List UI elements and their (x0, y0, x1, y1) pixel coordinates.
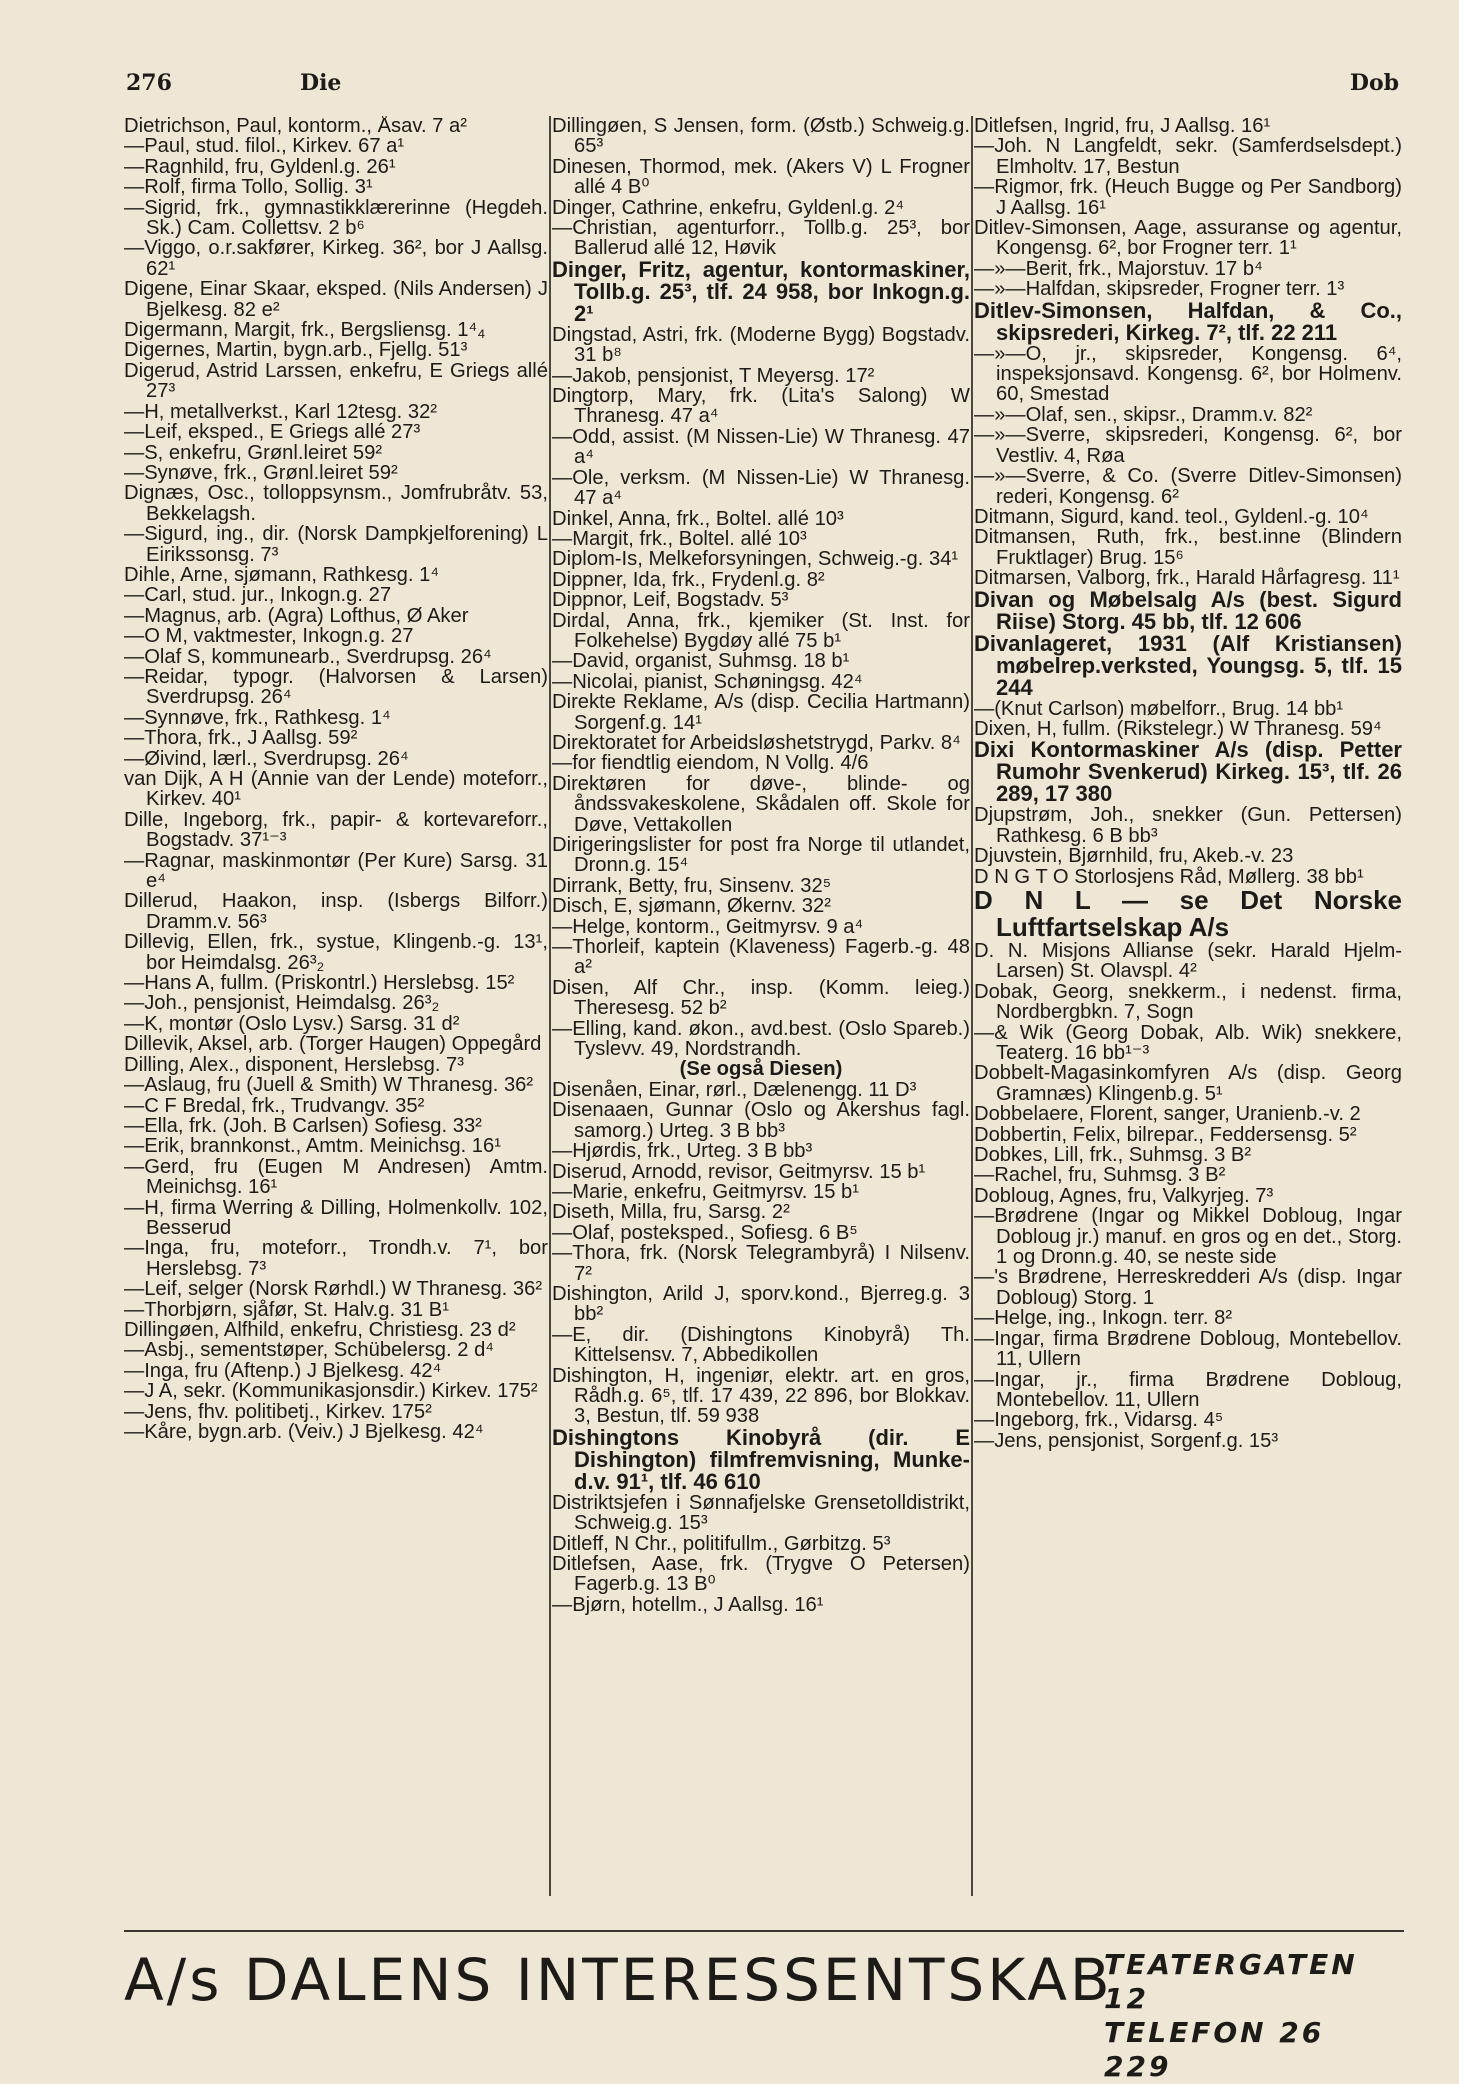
address-phone: TELEFON 26 229 (1104, 2016, 1325, 2083)
directory-entry: —O M, vaktmester, Inkogn.g. 27 (124, 625, 414, 648)
directory-entry: —E, dir. (Dishingtons Kinobyrå) Th. Kittelsensv. 7, Abbedikollen (552, 1323, 970, 1367)
directory-entry: Dihle, Arne, sjømann, Rathkesg. 1⁴ (124, 563, 439, 586)
column-2 (552, 116, 970, 1916)
directory-entry: —& Wik (Georg Dobak, Alb. Wik) snekkere, Teaterg. 16 bb¹⁻³ (974, 1021, 1402, 1064)
directory-entry: Ditlev-Simonsen, Aage, assuranse og agentur, Kongensg. 6², bor Frogner terr. 1¹ (974, 217, 1402, 260)
directory-entry: Digerud, Astrid Larssen, enkefru, E Griegs allé 27³ (124, 359, 548, 403)
directory-entry: (Se også Diesen) (679, 1058, 843, 1081)
directory-entry: Digene, Einar Skaar, eksped. (Nils Andersen) J Bjelkesg. 82 e² (124, 278, 548, 321)
directory-entry: Dingstad, Astri, frk. (Moderne Bygg) Bogstadv. 31 b⁸ (552, 323, 970, 367)
directory-entry: —Helge, ing., Inkogn. terr. 8² (974, 1307, 1233, 1330)
directory-entry: Dobbertin, Felix, bilrepar., Feddersensg. 5² (974, 1123, 1357, 1146)
directory-entry: —Aslaug, fru (Juell & Smith) W Thranesg. 36² (124, 1074, 534, 1097)
directory-entry: —Carl, stud. jur., Inkogn.g. 27 (124, 584, 392, 607)
directory-entry: Disen, Alf Chr., insp. (Komm. leieg.) Theresesg. 52 b² (552, 976, 970, 1020)
directory-entry: —Marie, enkefru, Geitmyrsv. 15 b¹ (552, 1180, 860, 1203)
directory-entry: Ditmarsen, Valborg, frk., Harald Hårfagresg. 11¹ (974, 567, 1400, 590)
directory-entry: —Thorbjørn, sjåfør, St. Halv.g. 31 B¹ (124, 1298, 449, 1321)
directory-entry: Dinger, Fritz, agentur, kontormaskiner, Tollb.g. 25³, tlf. 24 958, bor Inkogn.g. 2¹ (552, 256, 970, 326)
directory-entry: —Inga, fru (Aftenp.) J Bjelkesg. 42⁴ (124, 1359, 442, 1382)
advertiser-address (1104, 1948, 1404, 2084)
directory-entry: Dillingøen, S Jensen, form. (Østb.) Schweig.g. 65³ (552, 116, 970, 158)
directory-entry: —»—Berit, frk., Majorstuv. 17 b⁴ (974, 257, 1263, 280)
header-right-guide-word: Dob (1349, 70, 1399, 96)
directory-entry: Dillevik, Aksel, arb. (Torger Haugen) Oppegård (124, 1033, 542, 1056)
directory-entry: —Gerd, fru (Eugen M Andresen) Amtm. Meinichsg. 16¹ (124, 1155, 548, 1199)
directory-entry: —»—Sverre, skipsrederi, Kongensg. 6², bor Vestliv. 4, Røa (974, 424, 1402, 467)
directory-entry: —H, metallverkst., Karl 12tesg. 32² (124, 400, 438, 423)
directory-entry: —J A, sekr. (Kommunikasjonsdir.) Kirkev. 175² (124, 1380, 538, 1403)
directory-entry: —Joh., pensjonist, Heimdalsg. 26³₂ (124, 992, 440, 1015)
directory-entry: Dignæs, Osc., tolloppsynsm., Jomfrubråtv. 53, Bekkelagsh. (124, 482, 548, 525)
directory-entry: —»—Olaf, sen., skipsr., Dramm.v. 82² (974, 403, 1313, 426)
directory-entry: —»—Sverre, & Co. (Sverre Ditlev-Simonsen) rederi, Kongensg. 6² (974, 465, 1402, 508)
directory-entry: —Viggo, o.r.sakfører, Kirkeg. 36², bor J Aallsg. 62¹ (124, 237, 548, 280)
directory-entry: Ditmansen, Ruth, frk., best.inne (Blindern Fruktlager) Brug. 15⁶ (974, 526, 1402, 569)
directory-entry: Dixi Kontormaskiner A/s (disp. Petter Rumohr Svenkerud) Kirkeg. 15³, tlf. 26 289, 17 380 (974, 737, 1402, 807)
directory-entry: Ditlefsen, Ingrid, fru, J Aallsg. 16¹ (974, 116, 1271, 137)
directory-entry: Diseth, Milla, fru, Sarsg. 2² (552, 1201, 790, 1224)
directory-entry: Dillingøen, Alfhild, enkefru, Christiesg. 23 d² (124, 1318, 516, 1341)
directory-entry: Disch, E, sjømann, Økernv. 32² (552, 895, 831, 918)
directory-entry: —'s Brødrene, Herreskredderi A/s (disp. Ingar Dobloug) Storg. 1 (974, 1266, 1402, 1309)
directory-entry: Distriktsjefen i Sønnafjelske Grensetolldistrikt, Schweig.g. 15³ (552, 1491, 970, 1535)
directory-entry: —Olaf S, kommunearb., Sverdrupsg. 26⁴ (124, 645, 492, 668)
advertisement-footer (124, 1930, 1404, 2083)
directory-entry: —Jens, fhv. politibetj., Kirkev. 175² (124, 1400, 432, 1423)
directory-entry: Ditlev-Simonsen, Halfdan, & Co., skipsrederi, Kirkeg. 7², tlf. 22 211 (974, 297, 1402, 345)
directory-entry: Dobbelt-Magasinkomfyren A/s (disp. Georg Gramnæs) Klingenb.g. 5¹ (974, 1062, 1402, 1105)
directory-entry: —Sigurd, ing., dir. (Norsk Dampkjelforening) L Eirikssonsg. 7³ (124, 523, 548, 566)
directory-entry: —Rigmor, frk. (Heuch Bugge og Per Sandborg) J Aallsg. 16¹ (974, 176, 1402, 219)
directory-entry: Dobak, Georg, snekkerm., i nedenst. firma, Nordbergbkn. 7, Sogn (974, 980, 1402, 1024)
directory-entry: —Ragnhild, fru, Gyldenl.g. 26¹ (124, 155, 396, 178)
directory-entry: Dishingtons Kinobyrå (dir. E Dishington) filmfremvisning, Munke-d.v. 91¹, tlf. 46 610 (552, 1424, 970, 1494)
directory-entry: —Asbj., sementstøper, Schübelersg. 2 d⁴ (124, 1339, 494, 1362)
directory-entry: —Nicolai, pianist, Schøningsg. 42⁴ (552, 670, 863, 693)
directory-entry: Disenåen, Einar, rørl., Dælenengg. 11 D³ (552, 1078, 917, 1101)
directory-entry: —H, firma Werring & Dilling, Holmenkollv. 102, Besserud (124, 1196, 548, 1239)
directory-entry: —Ingeborg, frk., Vidarsg. 4⁵ (974, 1409, 1224, 1432)
directory-entry: D N L — se Det Norske Luftfartselskap A/s (974, 884, 1402, 942)
directory-entry: —Ella, frk. (Joh. B Carlsen) Sofiesg. 33² (124, 1114, 482, 1137)
directory-entry: Direktøren for døve-, blinde- og åndssvakeskolene, Skådalen off. Skole for Døve, Vettakollen (552, 772, 970, 836)
directory-entry: Divan og Møbelsalg A/s (best. Sigurd Riise) Storg. 45 bb, tlf. 12 606 (974, 586, 1402, 634)
directory-entry: Dippner, Ida, frk., Frydenl.g. 8² (552, 568, 825, 591)
directory-entry: —for fiendtlig eiendom, N Vollg. 4/6 (552, 752, 869, 775)
directory-entry: —Ole, verksm. (M Nissen-Lie) W Thranesg. 47 a⁴ (552, 466, 970, 510)
page-number: 276 (126, 70, 172, 96)
directory-entry: —Hans A, fullm. (Priskontrl.) Herslebsg. 15² (124, 972, 515, 995)
directory-entry: —Christian, agenturforr., Tollb.g. 25³, bor Ballerud allé 12, Høvik (552, 217, 970, 260)
directory-entry: Dobkes, Lill, frk., Suhmsg. 3 B² (974, 1144, 1252, 1167)
directory-entry: —»—Halfdan, skipsreder, Frogner terr. 1³ (974, 278, 1345, 301)
directory-entry: D. N. Misjons Allianse (sekr. Harald Hjelm-Larsen) St. Olavspl. 4² (974, 939, 1402, 983)
directory-entry: —Elling, kand. økon., avd.best. (Oslo Spareb.) Tyslevv. 49, Nordstrandh. (552, 1017, 970, 1061)
directory-entry: —Rolf, firma Tollo, Sollig. 3¹ (124, 176, 373, 199)
directory-entry: Digernes, Martin, bygn.arb., Fjellg. 51³ (124, 339, 468, 362)
directory-entry: —Hjørdis, frk., Urteg. 3 B bb³ (552, 1140, 813, 1163)
directory-entry: Dietrichson, Paul, kontorm., Åsav. 7 a² (124, 116, 467, 137)
directory-entry: Dille, Ingeborg, frk., papir- & kortevareforr., Bogstadv. 37¹⁻³ (124, 808, 548, 852)
directory-entry: Dirigeringslister for post fra Norge til utlandet, Dronn.g. 15⁴ (552, 834, 970, 877)
column-divider (549, 116, 551, 1896)
directory-entry: —Brødrene (Ingar og Mikkel Dobloug, Ingar Dobloug jr.) manuf. en gros og en det., Storg. 1 og Dronn.g. 40, se neste side (974, 1205, 1402, 1269)
directory-entry: —Helge, kontorm., Geitmyrsv. 9 a⁴ (552, 915, 864, 938)
directory-entry: —Jens, pensjonist, Sorgenf.g. 15³ (974, 1429, 1279, 1452)
directory-entry: Ditmann, Sigurd, kand. teol., Gyldenl.-g. 10⁴ (974, 505, 1369, 528)
directory-entry: —Thora, frk., J Aallsg. 59² (124, 727, 358, 750)
directory-entry: Dingtorp, Mary, frk. (Lita's Salong) W Thranesg. 47 a⁴ (552, 385, 970, 428)
directory-entry: —Joh. N Langfeldt, sekr. (Samferdselsdept.) Elmholtv. 17, Bestun (974, 135, 1402, 178)
directory-entry: Direktoratet for Arbeidsløshetstrygd, Parkv. 8⁴ (552, 731, 961, 754)
directory-entry: Ditlefsen, Aase, frk. (Trygve O Petersen) Fagerb.g. 13 B⁰ (552, 1553, 970, 1596)
directory-entry: Dinesen, Thormod, mek. (Akers V) L Frogner allé 4 B⁰ (552, 155, 970, 199)
column-3 (974, 116, 1402, 1916)
directory-entry: Dishington, Arild J, sporv.kond., Bjerreg.g. 3 bb² (552, 1282, 970, 1326)
directory-entry: Dippnor, Leif, Bogstadv. 5³ (552, 589, 789, 612)
directory-entry: —Reidar, typogr. (Halvorsen & Larsen) Sverdrupsg. 26⁴ (124, 665, 548, 709)
directory-entry: —Øivind, lærl., Sverdrupsg. 26⁴ (124, 747, 409, 770)
directory-entry: —Thora, frk. (Norsk Telegrambyrå) I Nilsenv. 7² (552, 1242, 970, 1285)
directory-entry: Dixen, H, fullm. (Rikstelegr.) W Thranesg. 59⁴ (974, 717, 1382, 740)
directory-entry: —Erik, brannkonst., Amtm. Meinichsg. 16¹ (124, 1135, 501, 1158)
directory-entry: —»—O, jr., skipsreder, Kongensg. 6⁴, inspeksjonsavd. Kongensg. 6², bor Holmenv. 60, Smestad (974, 342, 1402, 406)
directory-entry: Dinger, Cathrine, enkefru, Gyldenl.g. 2⁴ (552, 196, 905, 219)
directory-entry: —Inga, fru, moteforr., Trondh.v. 7¹, bor Herslebsg. 7³ (124, 1237, 548, 1280)
directory-entry: Divanlageret, 1931 (Alf Kristiansen) møbelrep.verksted, Youngsg. 5, tlf. 15 244 (974, 630, 1402, 700)
directory-entry: —Ragnar, maskinmontør (Per Kure) Sarsg. 31 e⁴ (124, 849, 548, 893)
directory-entry: —Jakob, pensjonist, T Meyersg. 17² (552, 364, 875, 387)
column-divider (971, 116, 973, 1896)
directory-entry: Direkte Reklame, A/s (disp. Cecilia Hartmann) Sorgenf.g. 14¹ (552, 691, 970, 734)
directory-entry: Dilling, Alex., disponent, Herslebsg. 7³ (124, 1053, 464, 1076)
directory-entry: —Kåre, bygn.arb. (Veiv.) J Bjelkesg. 42⁴ (124, 1421, 484, 1443)
directory-entry: Dirdal, Anna, frk., kjemiker (St. Inst. for Folkehelse) Bygdøy allé 75 b¹ (552, 609, 970, 652)
directory-entry: Dirrank, Betty, fru, Sinsenv. 32⁵ (552, 874, 832, 897)
directory-entry: Diplom-Is, Melkeforsyningen, Schweig.-g. 34¹ (552, 548, 959, 571)
column-1 (124, 116, 548, 1916)
directory-entry: —Leif, eksped., E Griegs allé 27³ (124, 421, 421, 444)
directory-entry: —David, organist, Suhmsg. 18 b¹ (552, 650, 850, 673)
directory-entry: —Thorleif, kaptein (Klaveness) Fagerb.-g. 48 a² (552, 936, 970, 979)
page-header (126, 70, 1399, 110)
directory-entry: Dillevig, Ellen, frk., systue, Klingenb.-g. 13¹, bor Heimdalsg. 26³₂ (124, 931, 548, 974)
header-left-guide-word: Die (300, 70, 342, 96)
directory-entry: —Rachel, fru, Suhmsg. 3 B² (974, 1164, 1226, 1187)
directory-entry: —Ingar, jr., firma Brødrene Dobloug, Montebellov. 11, Ullern (974, 1368, 1402, 1411)
directory-entry: —Synnøve, frk., Rathkesg. 1⁴ (124, 706, 391, 729)
directory-entry: —Sigrid, frk., gymnastikklærerinne (Hegdeh. Sk.) Cam. Collettsv. 2 b⁶ (124, 196, 548, 240)
directory-entry: Dobloug, Agnes, fru, Valkyrjeg. 7³ (974, 1184, 1274, 1207)
advertiser-name: A/s DALENS INTERESSENTSKAB (124, 1946, 1113, 2014)
address-street: TEATERGATEN 12 (1104, 1948, 1358, 2015)
directory-entry: D N G T O Storlosjens Råd, Møllerg. 38 bb¹ (974, 865, 1364, 888)
directory-entry: —Ingar, firma Brødrene Dobloug, Montebellov. 11, Ullern (974, 1327, 1402, 1371)
directory-entry: Dishington, H, ingeniør, elektr. art. en gros, Rådh.g. 6⁵, tlf. 17 439, 22 896, bor Blokkav. 3, Bestun, tlf. 59 938 (552, 1364, 970, 1428)
directory-entry: —Odd, assist. (M Nissen-Lie) W Thranesg. 47 a⁴ (552, 425, 970, 469)
directory-entry: Diserud, Arnodd, revisor, Geitmyrsv. 15 b¹ (552, 1160, 926, 1183)
directory-entry: —(Knut Carlson) møbelforr., Brug. 14 bb¹ (974, 697, 1344, 720)
directory-entry: —Magnus, arb. (Agra) Lofthus, Ø Aker (124, 604, 469, 627)
directory-entry: Dillerud, Haakon, insp. (Isbergs Bilforr.) Dramm.v. 56³ (124, 890, 548, 933)
directory-entry: Djuvstein, Bjørnhild, fru, Akeb.-v. 23 (974, 845, 1294, 868)
directory-entry: —Paul, stud. filol., Kirkev. 67 a¹ (124, 135, 405, 158)
directory-entry: —Bjørn, hotellm., J Aallsg. 16¹ (552, 1593, 824, 1616)
directory-entry: Dobbelaere, Florent, sanger, Uranienb.-v. 2 (974, 1103, 1361, 1126)
directory-entry: —C F Bredal, frk., Trudvangv. 35² (124, 1094, 425, 1117)
directory-entry: —S, enkefru, Grønl.leiret 59² (124, 441, 383, 464)
directory-entry: —Synøve, frk., Grønl.leiret 59² (124, 461, 398, 484)
directory-entry: Dinkel, Anna, frk., Boltel. allé 10³ (552, 507, 844, 530)
directory-entry: Digermann, Margit, frk., Bergsliensg. 1⁴₄ (124, 319, 486, 342)
directory-entry: —Margit, frk., Boltel. allé 10³ (552, 527, 807, 550)
directory-entry: —Olaf, posteksped., Sofiesg. 6 B⁵ (552, 1221, 858, 1244)
directory-entry: —K, montør (Oslo Lysv.) Sarsg. 31 d² (124, 1012, 460, 1035)
directory-entry: —Leif, selger (Norsk Rørhdl.) W Thranesg. 36² (124, 1278, 543, 1301)
directory-entry: Ditleff, N Chr., politifullm., Gørbitzg. 5³ (552, 1532, 891, 1555)
directory-entry: Disenaaen, Gunnar (Oslo og Akershus fagl. samorg.) Urteg. 3 B bb³ (552, 1099, 970, 1142)
directory-entry: van Dijk, A H (Annie van der Lende) moteforr., Kirkev. 40¹ (124, 768, 548, 811)
directory-entry: Djupstrøm, Joh., snekker (Gun. Pettersen) Rathkesg. 6 B bb³ (974, 804, 1402, 847)
